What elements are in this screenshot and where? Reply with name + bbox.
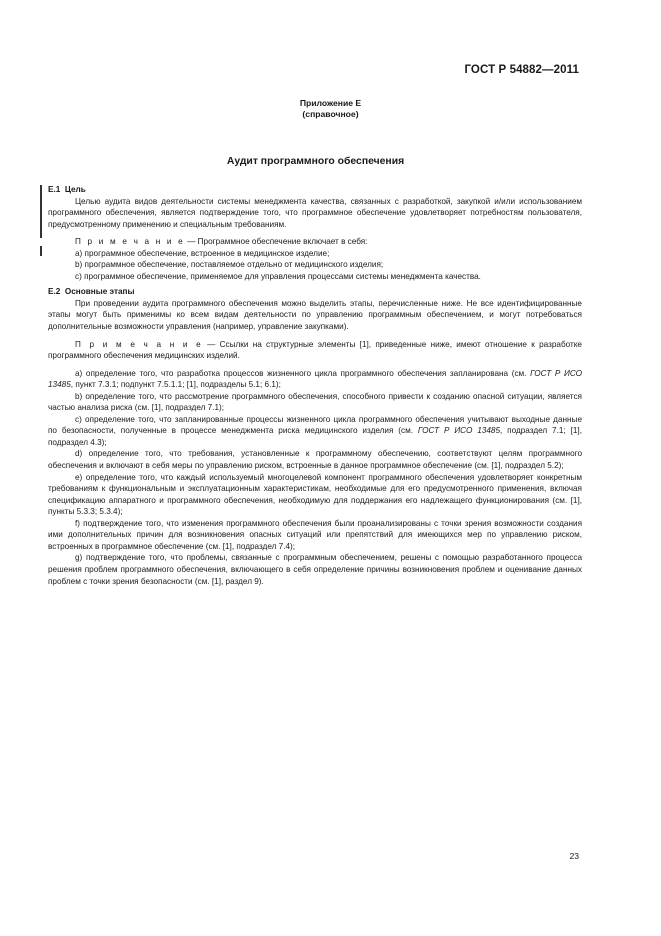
list-item [48,472,582,518]
list-item [48,448,582,471]
item-text: , подраздел 7.1; [1], подраздел 4.3); [48,426,582,447]
item-text: f) подтверждение того, что изменения программного обеспечения были проанализированы с точки зрения возможности создания ими дополнительных причин для возникновения опасных ситуаций или препятствий для имеющихся мер по управлению риском, встроенных в программное обеспечение (см. [1], подраздел 7.4); [48,518,582,551]
note [48,236,582,248]
page-number: 23 [569,851,579,861]
paragraph: При проведении аудита программного обеспечения можно выделить этапы, перечисленные ниже. Не все идентифицированные этапы могут быть применимы ко всем видам деятельности по управлению программным обеспечением, и могут потребоваться дополнительные возможности управления (например, управление закупками). [48,298,582,332]
annex-type: (справочное) [302,109,359,119]
list-item [48,391,582,414]
standard-reference: ГОСТ Р ИСО 13485 [48,368,583,390]
list-item: а) программное обеспечение, встроенное в медицинское изделие; [75,248,330,258]
annex-heading [0,98,661,120]
standard-reference: ГОСТ Р ИСО 13485 [417,426,501,436]
list-item [48,414,582,449]
change-marker-bar [40,185,42,238]
paragraph: Целью аудита видов деятельности системы менеджмента качества, связанных с разработкой, закупкой и/или использованием программного обеспечения, является подтверждение того, что программное обеспечение удовлетворяет потребностям пользователя, предусмотренному применению и специальным требованиям. [48,196,582,229]
item-text: g) подтверждение того, что проблемы, связанные с программным обеспечением, решены с помощью разработанного процесса решения проблем программного обеспечения, включающего в себя определение причины возникновения проблем и оценивание данных проблем с точки зрения безопасности (см. [1], раздел 9). [48,553,582,586]
section-number: Е.1 [48,185,61,194]
item-text: d) определение того, что требования, установленные к программному обеспечению, соответствуют целям программного обеспечения и включают в себя меры по управлению риском, встроенные в данное программное обеспечение (см. [1], подраздел 5.2); [48,449,582,471]
section-heading [48,286,582,298]
section-number: Е.2 [48,287,61,297]
note-label: П р и м е ч а н и е [75,237,185,247]
list-item [48,552,582,587]
list-item: c) программное обеспечение, применяемое для управления процессами системы менеджмента качества. [75,271,481,281]
list-item [48,518,582,553]
item-text: а) определение того, что разработка процессов жизненного цикла программного обеспечения запланирована (см. [75,368,531,378]
section-heading [48,184,582,196]
document-body [48,184,582,587]
list-item [48,368,582,391]
item-text: c) определение того, что запланированные процессы жизненного цикла программного обеспечения учитывают выходные данные по безопасности, полученные в процессе менеджмента риска медицинского изделия (см. [48,414,582,436]
section-title: Цель [64,185,86,194]
note-label: П р и м е ч а н и е [75,339,203,349]
document-code: ГОСТ Р 54882—2011 [464,64,579,76]
annex-title: Приложение Е [299,98,362,108]
note [48,339,582,362]
note-text: — Ссылки на структурные элементы [1], приведенные ниже, имеют отношение к разработке программного обеспечения медицинских изделий. [48,339,582,361]
note-text: — Программное обеспечение включает в себя: [184,237,368,247]
page-title: Аудит программного обеспечения [226,156,405,167]
section-title: Основные этапы [64,287,135,297]
item-text: , пункт 7.3.1; подпункт 7.5.1.1; [1], подразделы 5.1; 6.1); [70,380,281,390]
list-item: b) программное обеспечение, поставляемое отдельно от медицинского изделия; [75,260,384,270]
item-text: b) определение того, что рассмотрение программного обеспечения, способного привести к созданию опасной ситуации, является частью анализа риска (см. [1], подраздел 7.1); [48,391,582,413]
change-marker-bar [40,246,42,256]
item-text: e) определение того, что каждый используемый многоцелевой компонент программного обеспечения удовлетворяет конкретным требованиям к функциональным и эксплуатационным характеристикам, необходимые для его предусмотренного применения, включая спецификацию аппаратного и программного обеспечения, необходимую для поддержания его надлежащего функционирования (см. [1], пункты 5.3.3; 5.3.4); [48,472,582,517]
